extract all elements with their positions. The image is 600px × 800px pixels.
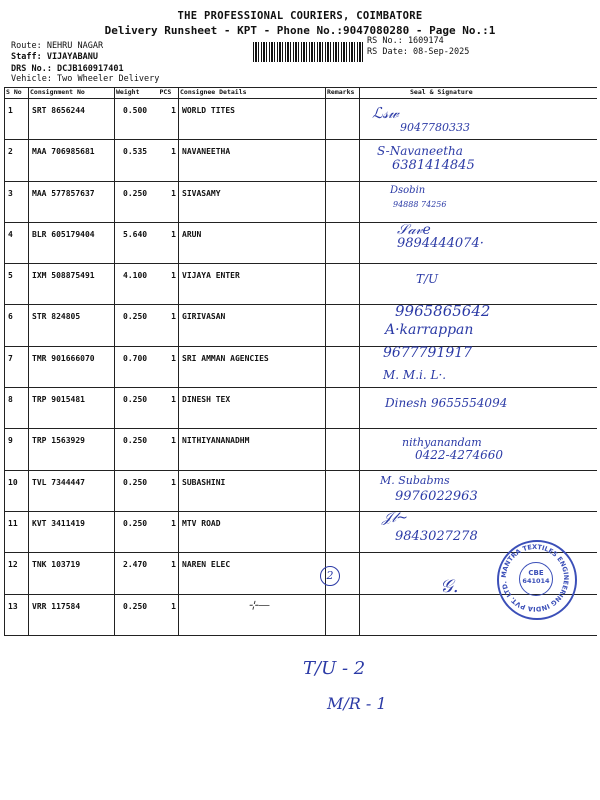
table-row (5, 181, 597, 222)
col-header-seal: Seal & Signature (360, 88, 597, 99)
staff-label: Staff: VIJAYABANU (11, 52, 98, 62)
cell-consignment: VRR 117584 (32, 601, 81, 611)
handwritten-name: S-Navaneetha (377, 144, 463, 158)
handwritten-phone: 9976022963 (395, 489, 478, 504)
cell-weight: 0.250 (123, 601, 148, 611)
cell-consignment: TRP 9015481 (32, 395, 85, 405)
handwritten-note: T/U (416, 272, 439, 286)
cell-consignee: SIVASAMY (182, 188, 221, 198)
handwritten-name: nithyanandam (402, 436, 482, 449)
cell-consignment: MAA 577857637 (32, 188, 95, 198)
cell-remarks (326, 222, 360, 263)
cell-sno: 5 (8, 271, 13, 281)
company-title: THE PROFESSIONAL COURIERS, COIMBATORE (177, 10, 423, 22)
table-row (5, 99, 597, 140)
col-header-pcs: PCS (159, 88, 179, 99)
cell-remarks (326, 346, 360, 387)
signature-scribble: 𝒮𝒶𝓋𝑒 (397, 222, 431, 238)
signature-scribble: M. M.i. L·. (383, 368, 447, 382)
table-row (5, 140, 597, 181)
cell-remarks (326, 264, 360, 305)
table-header-row (5, 88, 597, 99)
cell-remarks (326, 305, 360, 346)
cell-pcs: 1 (171, 353, 176, 363)
col-header-sno: S No (5, 88, 29, 99)
cell-seal (360, 264, 597, 305)
col-header-consignment: Consignment No (29, 88, 115, 99)
cell-weight: 4.100 (123, 271, 148, 281)
cell-remarks (326, 429, 360, 470)
table-row (5, 470, 597, 511)
handwritten-name: Dsobin (390, 185, 426, 196)
cell-sno: 9 (8, 436, 13, 446)
cell-pcs: 1 (171, 601, 176, 611)
cell-weight: 0.250 (123, 312, 148, 322)
cell-remarks (326, 594, 360, 635)
cell-consignment: BLR 605179404 (32, 229, 95, 239)
table-row (5, 346, 597, 387)
cell-consignee: GIRIVASAN (182, 312, 226, 322)
signature-scribble: 𝒥𝓁~ (382, 510, 409, 526)
cell-consignment: TVL 7344447 (32, 477, 85, 487)
handwritten-phone: 9677791917 (383, 345, 473, 361)
cell-pcs: 1 (171, 188, 176, 198)
cell-pcs: 1 (171, 271, 176, 281)
handwritten-tally: M/R - 1 (327, 694, 387, 713)
cell-consignment: MAA 706985681 (32, 147, 95, 157)
cell-consignee: SUBASHINI (182, 477, 226, 487)
cell-sno: 2 (8, 147, 13, 157)
cell-sno: 6 (8, 312, 13, 322)
cell-weight: 0.250 (123, 395, 148, 405)
col-header-consignee: Consignee Details (179, 88, 326, 99)
cell-weight: 0.250 (123, 188, 148, 198)
cell-remarks (326, 140, 360, 181)
cell-pcs: 1 (171, 477, 176, 487)
signature-scribble: 𝒢. (440, 576, 459, 597)
table-row (5, 222, 597, 263)
cell-remarks (326, 181, 360, 222)
cell-consignee: WORLD TITES (182, 106, 235, 115)
drs-label: DRS No.: DCJB160917401 (11, 64, 124, 74)
cell-sno: 3 (8, 188, 13, 198)
handwritten-phone: 9965865642 (395, 302, 491, 320)
cell-consignee: SRI AMMAN AGENCIES (182, 353, 269, 363)
cell-consignee: NAREN ELEC (182, 560, 231, 570)
cell-consignment: IXM 508875491 (32, 271, 95, 281)
cell-pcs: 1 (171, 312, 176, 322)
handwritten-phone: Dinesh 9655554094 (385, 396, 508, 410)
handwritten-phone: 9843027278 (395, 529, 478, 544)
company-seal (497, 540, 577, 620)
handwritten-phone: 9047780333 (400, 121, 470, 134)
handwritten-name: M. Subabms (380, 474, 450, 487)
cell-pcs: 1 (171, 560, 176, 570)
seal-center-pin: 641014 (522, 577, 550, 585)
rs-date: RS Date: 08-Sep-2025 (367, 47, 470, 57)
vehicle-label: Vehicle: Two Wheeler Delivery (11, 74, 160, 84)
handwritten-phone: 9894444074· (397, 236, 484, 251)
handwritten-phone: 6381414845 (392, 158, 475, 173)
cell-weight: 0.250 (123, 477, 148, 487)
cell-pcs: 1 (171, 436, 176, 446)
barcode (253, 42, 363, 62)
runsheet-subtitle: Delivery Runsheet - KPT - Phone No.:9047080280 - Page No.:1 (104, 24, 496, 37)
cell-pcs: 1 (171, 229, 176, 239)
cell-remarks (326, 99, 360, 140)
route-label: Route: NEHRU NAGAR (11, 41, 104, 51)
cell-consignee: MTV ROAD (182, 518, 221, 528)
seal-center (519, 562, 553, 596)
cell-pcs: 1 (171, 395, 176, 405)
cell-consignment: KVT 3411419 (32, 518, 85, 528)
cell-weight: 5.640 (123, 229, 148, 239)
handwritten-name: A·karrappan (385, 322, 474, 338)
cell-consignee: NITHIYANANADHM (182, 436, 250, 446)
cell-consignee: VIJAYA ENTER (182, 271, 240, 281)
cell-consignment: TMR 901666070 (32, 353, 95, 363)
col-header-remarks: Remarks (326, 88, 360, 99)
cell-weight: 0.250 (123, 436, 148, 446)
cell-consignment: TRP 1563929 (32, 436, 85, 446)
cell-pcs: 1 (171, 147, 176, 157)
cell-weight: 2.470 (123, 560, 148, 570)
cell-sno: 8 (8, 395, 13, 405)
cell-sno: 7 (8, 353, 13, 363)
seal-center-city: CBE (528, 569, 544, 577)
cell-sno: 12 (8, 560, 18, 570)
cell-sno: 10 (8, 477, 18, 487)
cell-consignment: TNK 103719 (32, 560, 81, 570)
table-row (5, 429, 597, 470)
cell-consignee: NAVANEETHA (182, 147, 231, 157)
signature-scribble: ℒ𝓈𝓌 (372, 104, 399, 122)
signature-scribble: ⊹— (248, 598, 271, 612)
cell-pcs: 1 (171, 518, 176, 528)
cell-weight: 0.535 (123, 147, 148, 157)
table-row (5, 388, 597, 429)
cell-remarks (326, 388, 360, 429)
cell-sno: 1 (8, 106, 13, 115)
handwritten-tally: T/U - 2 (303, 658, 366, 679)
handwritten-phone: 0422-4274660 (415, 448, 504, 462)
handwritten-phone: 94888 74256 (393, 200, 447, 209)
rs-number: RS No.: 1609174 (367, 36, 444, 46)
seal-ring-label: MANTRA TEXTILES ENGINEERING INDIA PVT. LTD. (499, 542, 571, 614)
cell-consignment: STR 824805 (32, 312, 81, 322)
table-row (5, 264, 597, 305)
cell-remarks (326, 511, 360, 552)
cell-consignee: ARUN (182, 229, 202, 239)
cell-weight: 0.500 (123, 106, 148, 115)
handwritten-count: 2 (320, 566, 340, 586)
cell-sno: 11 (8, 518, 18, 528)
cell-consignment: SRT 8656244 (32, 106, 85, 115)
cell-weight: 0.700 (123, 353, 148, 363)
cell-remarks (326, 470, 360, 511)
cell-weight: 0.250 (123, 518, 148, 528)
cell-sno: 13 (8, 601, 18, 611)
cell-sno: 4 (8, 229, 13, 239)
table-row (5, 305, 597, 346)
cell-consignee: DINESH TEX (182, 395, 231, 405)
col-header-weight: Weight (115, 88, 159, 99)
cell-pcs: 1 (171, 106, 176, 115)
